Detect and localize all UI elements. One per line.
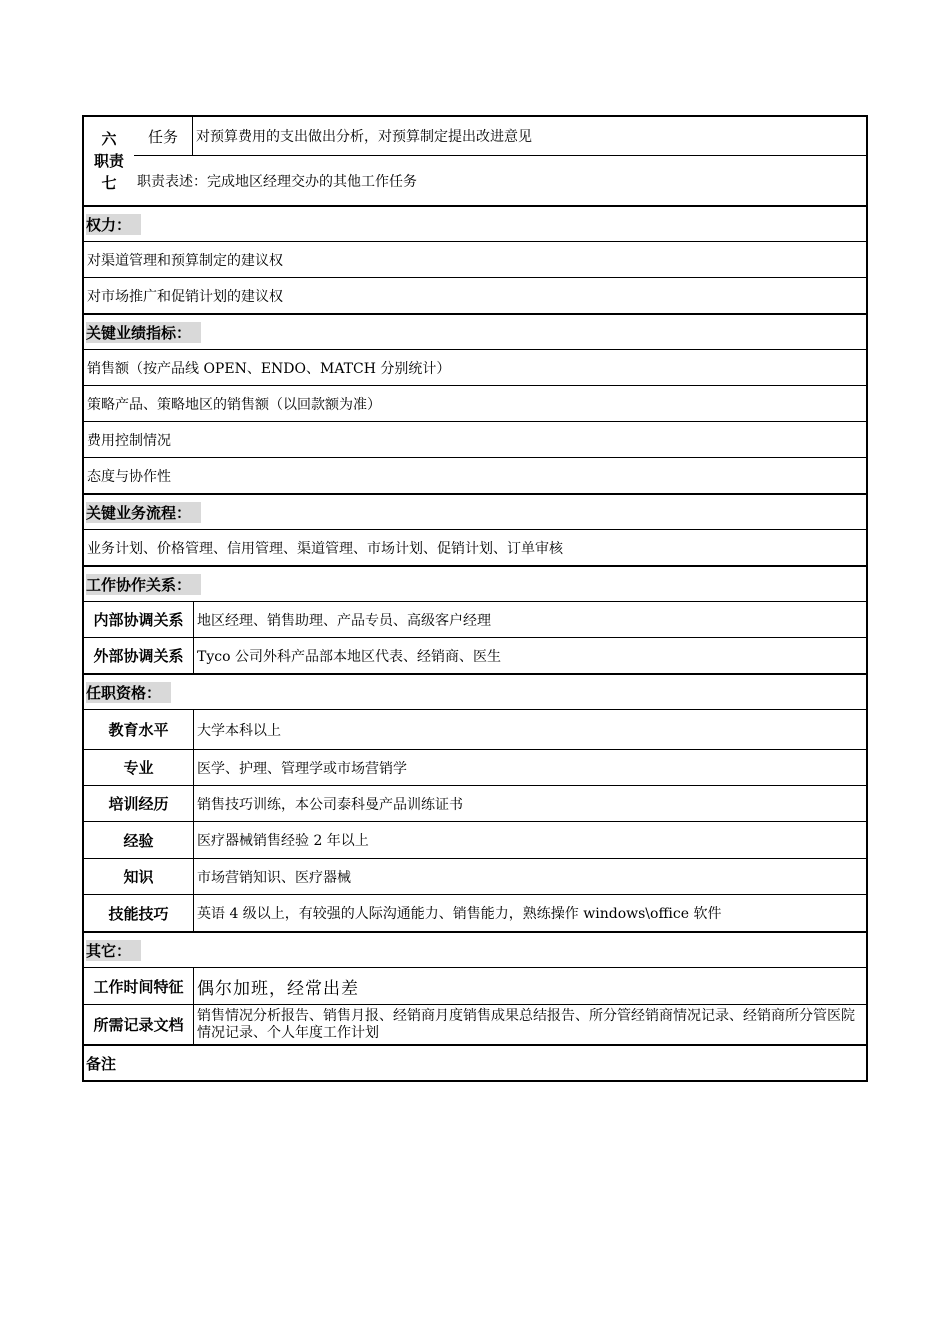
qualification-text: 医疗器械销售经验 2 年以上: [197, 833, 369, 849]
qualification-label: 专业: [84, 750, 194, 785]
process-heading-row: [84, 493, 866, 529]
records-text: 销售情况分析报告、销售月报、经销商月度销售成果总结报告、所分管经销商情况记录、经销商所分管医院情况记录、个人年度工作计划: [197, 1007, 855, 1041]
qualification-label: 知识: [84, 859, 194, 894]
duty-block: [84, 117, 866, 205]
kpi-item: 策略产品、策略地区的销售额（以回款额为准）: [87, 396, 381, 413]
kpi-heading-row: [84, 313, 866, 349]
internal-relations-text: 地区经理、销售助理、产品专员、高级客户经理: [197, 612, 491, 629]
authority-item: 对渠道管理和预算制定的建议权: [87, 252, 283, 269]
process-heading: 关键业务流程：: [84, 495, 866, 529]
qualification-heading-row: [84, 673, 866, 709]
qualification-row: [84, 785, 866, 821]
authority-row: [84, 277, 866, 313]
kpi-item: 销售额（按产品线 OPEN、ENDO、MATCH 分别统计）: [87, 360, 451, 377]
task-label: 任务: [134, 117, 193, 155]
worktime-label: 工作时间特征: [84, 968, 194, 1004]
task-row: [134, 117, 866, 156]
qualification-row: [84, 749, 866, 785]
authority-row: [84, 241, 866, 277]
duty-side-bot: 七: [101, 174, 117, 192]
kpi-row: [84, 421, 866, 457]
other-heading-row: [84, 931, 866, 967]
qualification-row: [84, 894, 866, 931]
qualification-row: [84, 858, 866, 894]
kpi-item: 态度与协作性: [87, 468, 171, 485]
kpi-row: [84, 349, 866, 385]
authority-heading: 权力：: [84, 207, 866, 241]
internal-relations-label: 内部协调关系: [84, 602, 194, 637]
qualification-label: 技能技巧: [84, 895, 194, 931]
records-label: 所需记录文档: [84, 1005, 194, 1044]
task-text: 对预算费用的支出做出分析，对预算制定提出改进意见: [196, 129, 532, 145]
authority-item: 对市场推广和促销计划的建议权: [87, 288, 283, 305]
qualification-label: 教育水平: [84, 710, 194, 749]
qualification-row: [84, 821, 866, 858]
duty-side-top: 六: [101, 130, 117, 148]
internal-relations-row: [84, 601, 866, 637]
external-relations-row: [84, 637, 866, 673]
qualification-label: 经验: [84, 822, 194, 858]
duty-side-mid: 职责: [93, 152, 124, 170]
duty7-text: 职责表述：完成地区经理交办的其他工作任务: [137, 173, 417, 190]
relations-heading: 工作协作关系：: [84, 567, 866, 601]
authority-heading-row: [84, 205, 866, 241]
kpi-item: 费用控制情况: [87, 432, 171, 449]
qualification-row: [84, 709, 866, 749]
process-row: [84, 529, 866, 565]
duty-side-label: [84, 117, 134, 205]
worktime-row: [84, 967, 866, 1004]
qualification-text: 英语 4 级以上，有较强的人际沟通能力、销售能力，熟练操作 windows\office 软件: [197, 906, 722, 922]
relations-heading-row: [84, 565, 866, 601]
qualification-label: 培训经历: [84, 786, 194, 821]
qualification-text: 大学本科以上: [197, 722, 281, 739]
qualification-heading: 任职资格：: [84, 675, 866, 709]
external-relations-text: Tyco 公司外科产品部本地区代表、经销商、医生: [197, 648, 501, 665]
worktime-text: 偶尔加班，经常出差: [197, 978, 359, 999]
qualification-text: 医学、护理、管理学或市场营销学: [197, 760, 407, 777]
kpi-heading: 关键业绩指标：: [84, 315, 866, 349]
qualification-text: 销售技巧训练，本公司泰科曼产品训练证书: [197, 796, 463, 813]
qualification-text: 市场营销知识、医疗器械: [197, 869, 351, 886]
kpi-row: [84, 457, 866, 493]
remark-row: [84, 1044, 866, 1080]
kpi-row: [84, 385, 866, 421]
process-text: 业务计划、价格管理、信用管理、渠道管理、市场计划、促销计划、订单审核: [87, 540, 563, 557]
job-description-table: [82, 115, 868, 1082]
external-relations-label: 外部协调关系: [84, 638, 194, 673]
records-row: [84, 1004, 866, 1044]
duty-content: [134, 117, 866, 205]
other-heading: 其它：: [84, 933, 866, 967]
remark-label: 备注: [86, 1054, 117, 1073]
